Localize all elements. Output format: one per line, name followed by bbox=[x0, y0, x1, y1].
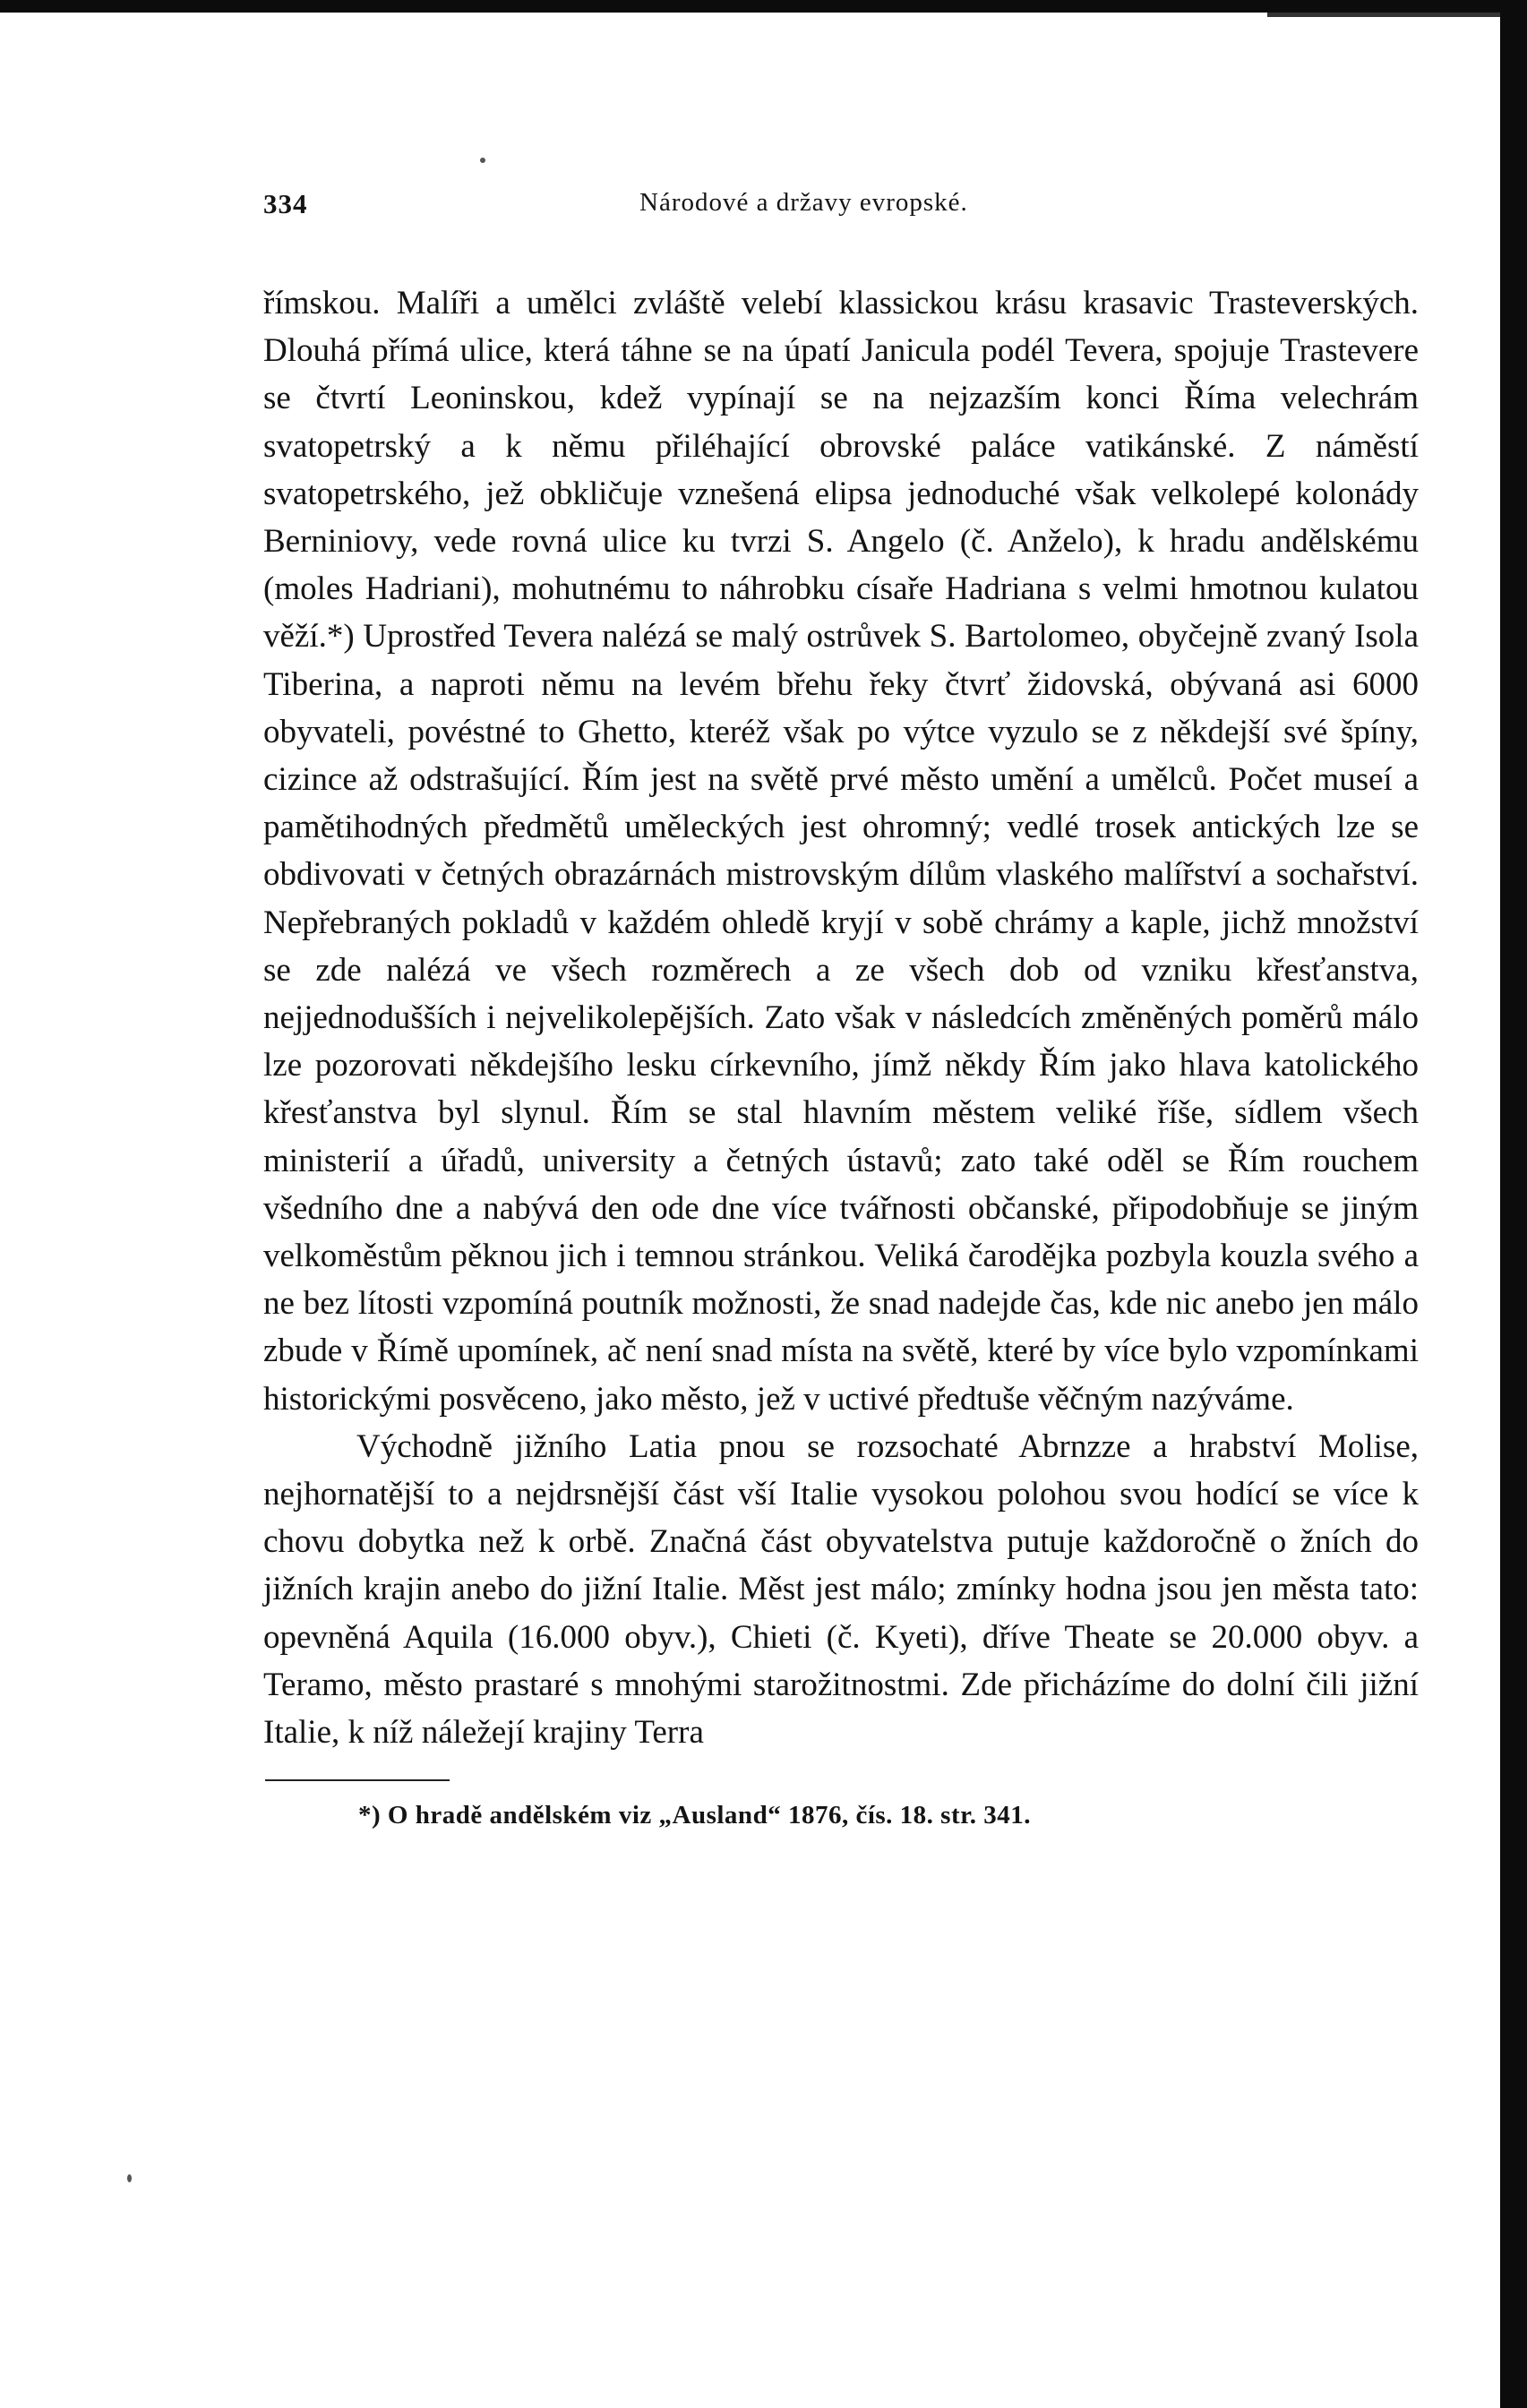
body-text bbox=[263, 279, 1419, 1756]
footnote: *) O hradě andělském viz „Ausland“ 1876, čís. 18. str. 341. bbox=[358, 1801, 1032, 1830]
footnote-divider bbox=[265, 1779, 450, 1781]
paper-speck bbox=[480, 158, 485, 163]
scan-top-rule bbox=[1267, 13, 1500, 17]
running-title: Národové a državy evropské. bbox=[639, 188, 968, 217]
scan-top-border bbox=[0, 0, 1527, 13]
paper-speck bbox=[127, 2174, 132, 2182]
paragraph-rome: římskou. Malíři a umělci zvláště velebí klassickou krásu krasavic Trasteverských. Dlouhá přímá ulice, která táhne se na úpatí Janicula podél Tevera, spojuje Trastevere se čtvrtí Leoninskou, kdež vypínají se na nejzazším konci Říma velechrám svatopetrský a k němu přiléhající obrovské paláce vatikánské. Z náměstí svatopetrského, jež obkličuje vznešená elipsa jednoduché však velkolepé kolonády Berniniovy, vede rovná ulice ku tvrzi S. Angelo (č. Anželo), k hradu andělskému (moles Hadriani), mohutnému to náhrobku císaře Hadriana s velmi hmotnou kulatou věží.*) Uprostřed Tevera nalézá se malý ostrůvek S. Bartolomeo, obyčejně zvaný Isola Tiberina, a naproti němu na levém břehu řeky čtvrť židovská, obývaná asi 6000 obyvateli, povéstné to Ghetto, kteréž však po výtce vyzulo se z někdejší své špíny, cizince až odstrašující. Řím jest na světě prvé město umění a umělců. Počet museí a pamětihodných předmětů uměleckých jest ohromný; vedlé trosek antických lze se obdivovati v četných obrazárnách mistrovským dílům vlaského malířství a sochařství. Nepřebraných pokladů v každém ohledě kryjí v sobě chrámy a kaple, jichž množství se zde nalézá ve všech rozměrech a ze všech dob od vzniku křesťanstva, nejjednodušších i nejvelikolepějších. Zato však v následcích změněných poměrů málo lze pozorovati někdejšího lesku církevního, jímž někdy Řím jako hlava katolického křesťanstva byl slynul. Řím se stal hlavním městem veliké říše, sídlem všech ministerií a úřadů, university a četných ústavů; zato také oděl se Řím rouchem všedního dne a nabývá den ode dne více tvářnosti občanské, připodobňuje se jiným velkoměstům pěknou jich i temnou stránkou. Veliká čarodějka pozbyla kouzla svého a ne bez lítosti vzpomíná poutník možnosti, že snad nadejde čas, kde nic anebo jen málo zbude v Římě upomínek, ač není snad místa na světě, které by více bylo vzpomínkami historickými posvěceno, jako město, jež v uctivé předtuše věčným nazýváme. bbox=[263, 285, 1419, 1418]
paragraph-abruzzi: Východně jižního Latia pnou se rozsochaté Abrnzze a hrabství Molise, nejhornatější to a nejdrsnější část vší Italie vysokou polohou svou hodící se více k chovu dobytka než k orbě. Značná část obyvatelstva putuje každoročně o žních do jižních krajin anebo do jižní Italie. Měst jest málo; zmínky hodna jsou jen města tato: opevněná Aquila (16.000 obyv.), Chieti (č. Kyeti), dříve Theate se 20.000 obyv. a Teramo, město prastaré s mnohými starožitnostmi. Zde přicházíme do dolní čili jižní Italie, k níž náležejí krajiny Terra bbox=[263, 1427, 1419, 1752]
scan-right-border bbox=[1500, 0, 1527, 2408]
book-page bbox=[263, 179, 1419, 1830]
page-header bbox=[263, 179, 1419, 233]
page-number: 334 bbox=[263, 188, 308, 219]
